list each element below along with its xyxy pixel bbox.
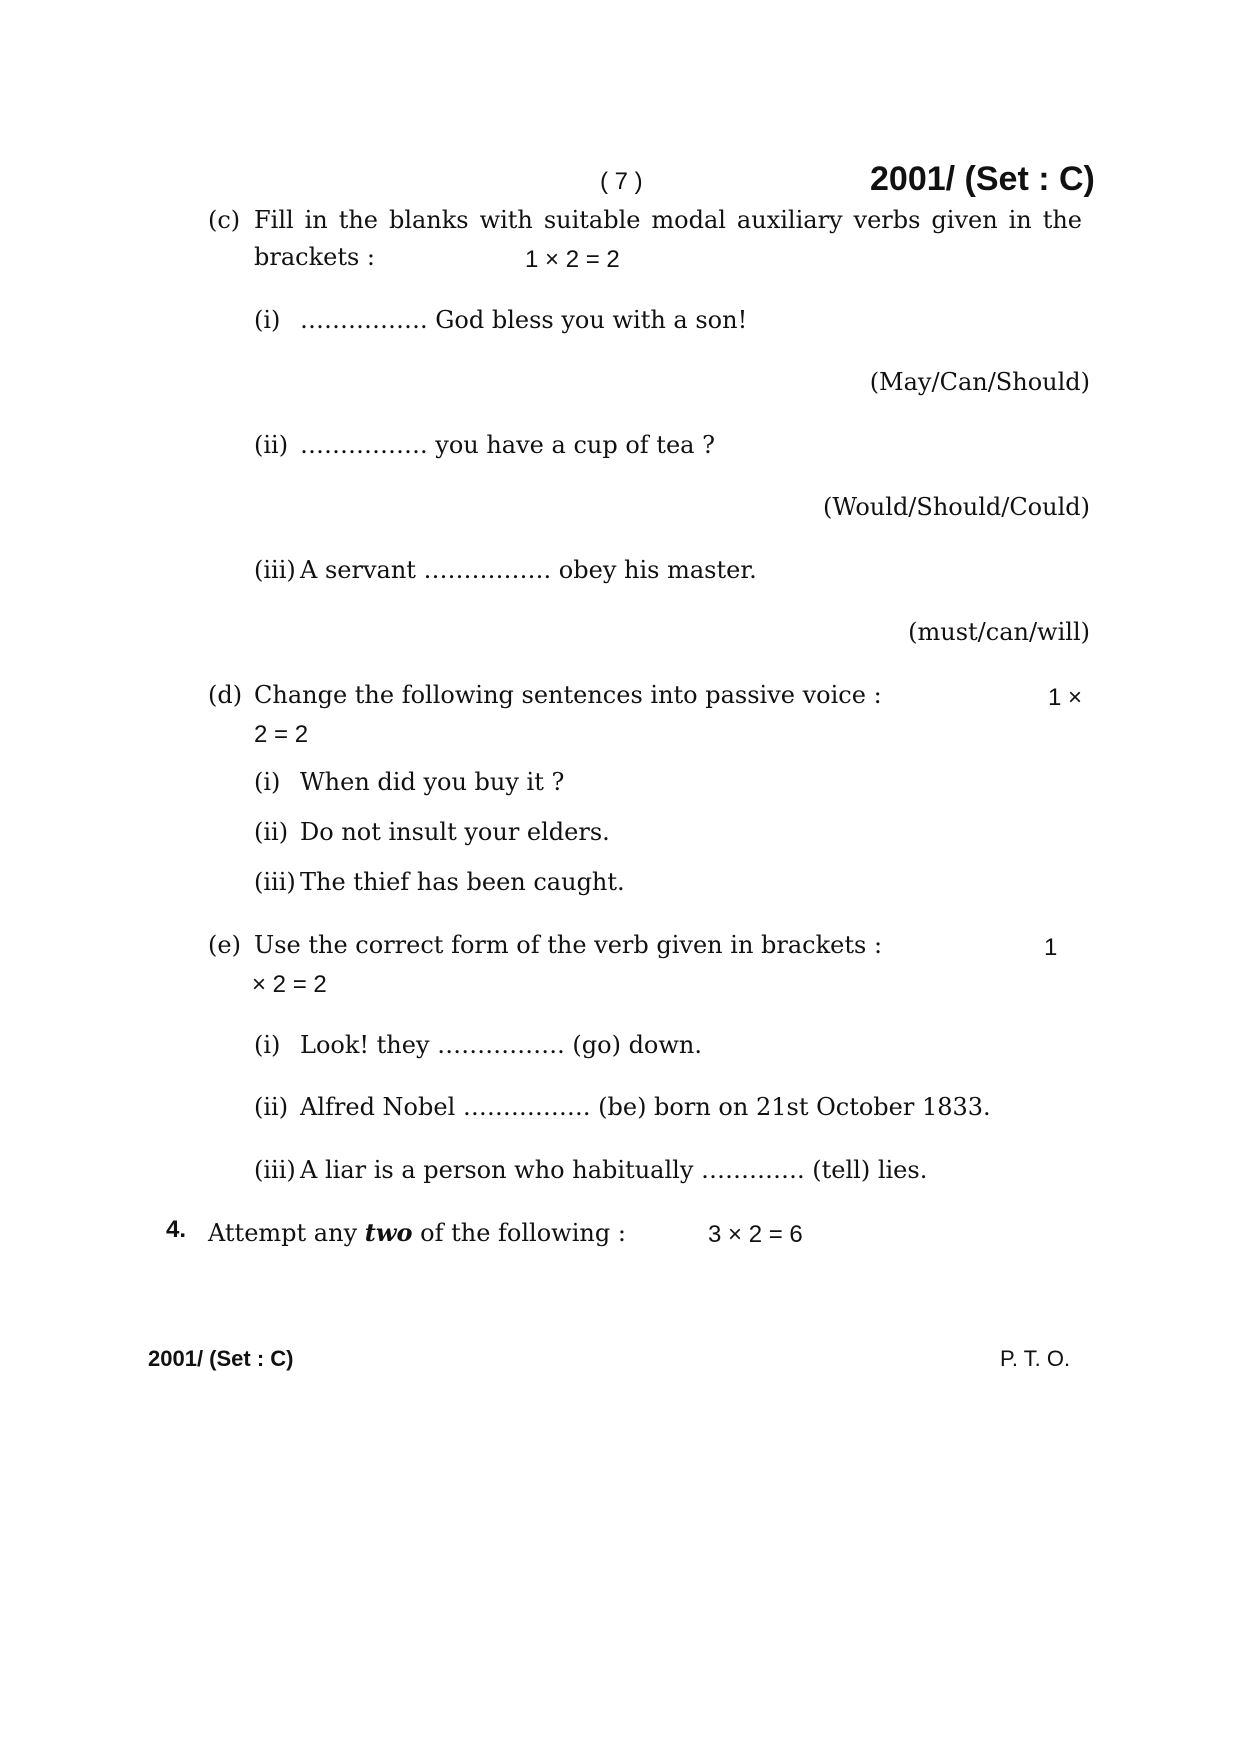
c-item-3-options: (must/can/will) [908,618,1090,646]
page-number: ( 7 ) [600,168,643,195]
c-item-3-num: (iii) [254,556,296,584]
q4-text-before: Attempt any [208,1219,365,1247]
question-4-marks: 3 × 2 = 6 [708,1221,803,1248]
c-item-2-num: (ii) [254,431,289,459]
c-item-2-options: (Would/Should/Could) [822,493,1090,521]
section-c-instruction-cont: brackets : [254,243,376,271]
section-d-marks-cont: 2 = 2 [254,721,309,748]
section-d-instruction: Change the following sentences into passive voice : [254,681,882,709]
d-item-2-num: (ii) [254,818,289,846]
c-item-1-text: ……………. God bless you with a son! [300,306,748,334]
d-item-1-num: (i) [254,768,281,796]
q4-emphasis: two [364,1218,413,1247]
question-4-text [208,1218,626,1247]
section-c-marks: 1 × 2 = 2 [525,246,620,273]
e-item-3-num: (iii) [254,1156,296,1184]
paper-code: 2001/ (Set : C) [870,160,1095,198]
e-item-2-num: (ii) [254,1093,289,1121]
question-4-number: 4. [166,1216,187,1243]
d-item-1-text: When did you buy it ? [300,768,565,796]
footer-pto: P. T. O. [1000,1346,1071,1371]
c-item-2-text: ……………. you have a cup of tea ? [300,431,715,459]
e-item-2-text: Alfred Nobel ……………. (be) born on 21st October 1833. [300,1093,991,1121]
d-item-3-num: (iii) [254,868,296,896]
section-e-marks-cont: × 2 = 2 [252,971,327,998]
section-e-label: (e) [208,931,241,959]
section-c-label: (c) [208,206,241,234]
d-item-3-text: The thief has been caught. [300,868,625,896]
c-item-1-options: (May/Can/Should) [869,368,1090,396]
c-item-1-num: (i) [254,306,281,334]
e-item-1-text: Look! they ……………. (go) down. [300,1031,703,1059]
e-item-1-num: (i) [254,1031,281,1059]
q4-text-after: of the following : [412,1219,626,1247]
section-c-instruction: Fill in the blanks with suitable modal auxiliary verbs given in the [254,206,1082,234]
footer-paper-code: 2001/ (Set : C) [148,1346,294,1371]
d-item-2-text: Do not insult your elders. [300,818,610,846]
section-e-marks: 1 [1044,934,1058,961]
section-d-marks: 1 × [1048,684,1083,711]
section-e-instruction: Use the correct form of the verb given in brackets : [254,931,883,959]
c-item-3-text: A servant ……………. obey his master. [300,556,757,584]
section-d-label: (d) [208,681,243,709]
e-item-3-text: A liar is a person who habitually …………. (tell) lies. [300,1156,928,1184]
